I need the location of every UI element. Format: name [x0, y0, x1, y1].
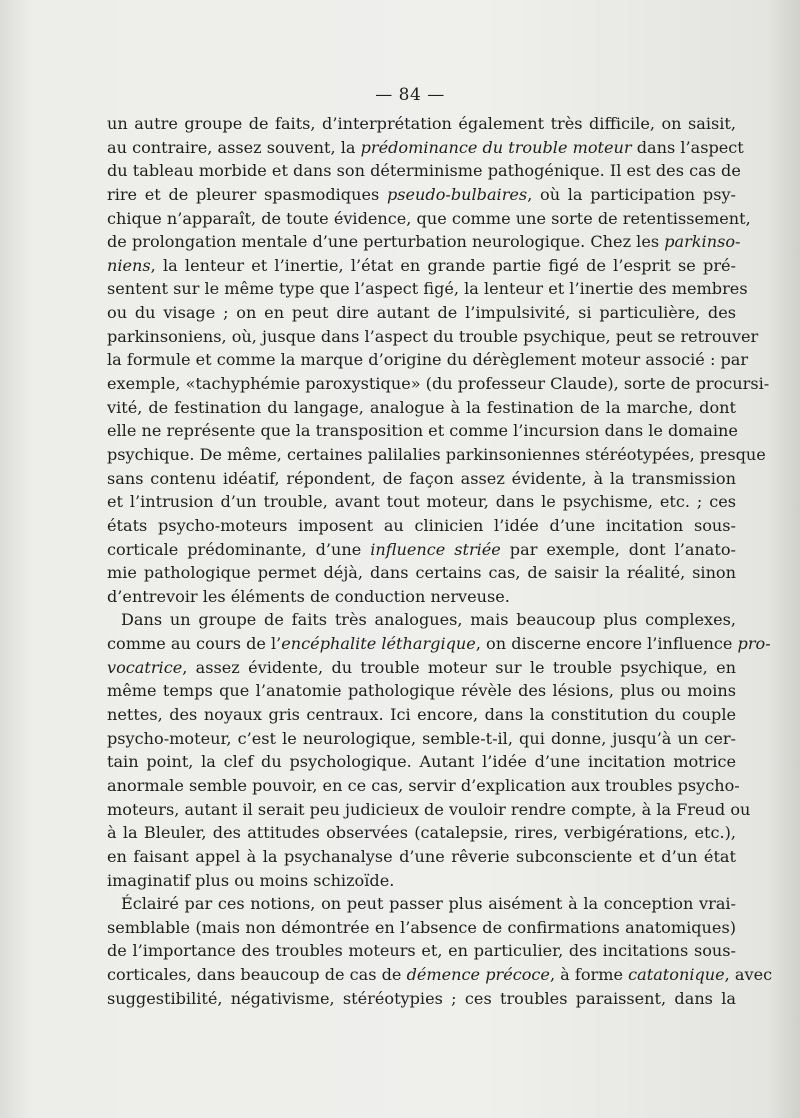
text-line: même temps que l’anatomie pathologique révèle des lésions, plus ou moins	[107, 681, 736, 701]
text-line: Dans un groupe de faits très analogues, mais beaucoup plus complexes,	[121, 610, 736, 630]
text-line: et l’intrusion d’un trouble, avant tout moteur, dans le psychisme, etc. ; ces	[107, 492, 736, 512]
text-line: moteurs, autant il serait peu judicieux de vouloir rendre compte, à la Freud ou	[107, 799, 751, 819]
text-line: anormale semble pouvoir, en ce cas, servir d’explication aux troubles psycho-	[107, 775, 740, 795]
text-line: elle ne représente que la transposition et comme l’incursion dans le domaine	[107, 421, 738, 441]
text-line: en faisant appel à la psychanalyse d’une rêverie subconsciente et d’un état	[107, 846, 736, 866]
text-line: comme au cours de l’encéphalite léthargique, on discerne encore l’influence pro-	[107, 634, 771, 654]
text-line: ou du visage ; on en peut dire autant de l’impulsivité, si particulière, des	[107, 303, 736, 323]
body-text	[107, 112, 773, 1010]
text-line: de prolongation mentale d’une perturbation neurologique. Chez les parkinso-	[107, 232, 741, 252]
text-line: psychique. De même, certaines palilalies parkinsoniennes stéréotypées, presque	[107, 444, 766, 464]
text-line: sans contenu idéatif, répondent, de façon assez évidente, à la transmission	[107, 468, 736, 488]
text-line: tain point, la clef du psychologique. Autant l’idée d’une incitation motrice	[107, 752, 736, 772]
text-line: du tableau morbide et dans son déterminisme pathogénique. Il est des cas de	[107, 161, 741, 181]
text-line: la formule et comme la marque d’origine du dérèglement moteur associé : par	[107, 350, 749, 370]
text-line: psycho-moteur, c’est le neurologique, semble-t-il, qui donne, jusqu’à un cer-	[107, 728, 736, 748]
page-number: — 84 —	[375, 85, 445, 105]
text-line: Éclairé par ces notions, on peut passer plus aisément à la conception vrai-	[121, 894, 736, 914]
text-line: vocatrice, assez évidente, du trouble moteur sur le trouble psychique, en	[107, 657, 736, 677]
text-line: chique n’apparaît, de toute évidence, que comme une sorte de retentissement,	[107, 208, 751, 228]
text-line: états psycho-moteurs imposent au clinicien l’idée d’une incitation sous-	[107, 515, 736, 535]
text-line: au contraire, assez souvent, la prédominance du trouble moteur dans l’aspect	[107, 137, 744, 157]
text-line: de l’importance des troubles moteurs et, en particulier, des incitations sous-	[107, 941, 736, 961]
text-line: exemple, «tachyphémie paroxystique» (du professeur Claude), sorte de procursi-	[107, 374, 770, 394]
text-line: rire et de pleurer spasmodiques pseudo-bulbaires, où la participation psy-	[107, 184, 736, 204]
text-line: un autre groupe de faits, d’interprétation également très difficile, on saisit,	[107, 114, 736, 133]
text-line: suggestibilité, négativisme, stéréotypies ; ces troubles paraissent, dans la	[107, 988, 736, 1008]
text-line: imaginatif plus ou moins schizoïde.	[107, 870, 395, 890]
text-line: corticale prédominante, d’une influence striée par exemple, dont l’anato-	[107, 539, 736, 559]
text-line: semblable (mais non démontrée en l’absence de confirmations anatomiques)	[107, 917, 736, 937]
text-line: d’entrevoir les éléments de conduction nerveuse.	[107, 586, 510, 606]
text-line: nettes, des noyaux gris centraux. Ici encore, dans la constitution du couple	[107, 705, 736, 725]
text-line: vité, de festination du langage, analogue à la festination de la marche, dont	[107, 397, 736, 417]
text-line: parkinsoniens, où, jusque dans l’aspect du trouble psychique, peut se retrouver	[107, 326, 759, 346]
text-line: à la Bleuler, des attitudes observées (catalepsie, rires, verbigérations, etc.),	[107, 823, 736, 843]
text-line: sentent sur le même type que l’aspect figé, la lenteur et l’inertie des membres	[107, 279, 748, 299]
text-line: niens, la lenteur et l’inertie, l’état en grande partie figé de l’esprit se pré-	[107, 255, 736, 275]
text-line: corticales, dans beaucoup de cas de démence précoce, à forme catatonique, avec	[107, 965, 773, 985]
text-line: mie pathologique permet déjà, dans certains cas, de saisir la réalité, sinon	[107, 563, 736, 583]
